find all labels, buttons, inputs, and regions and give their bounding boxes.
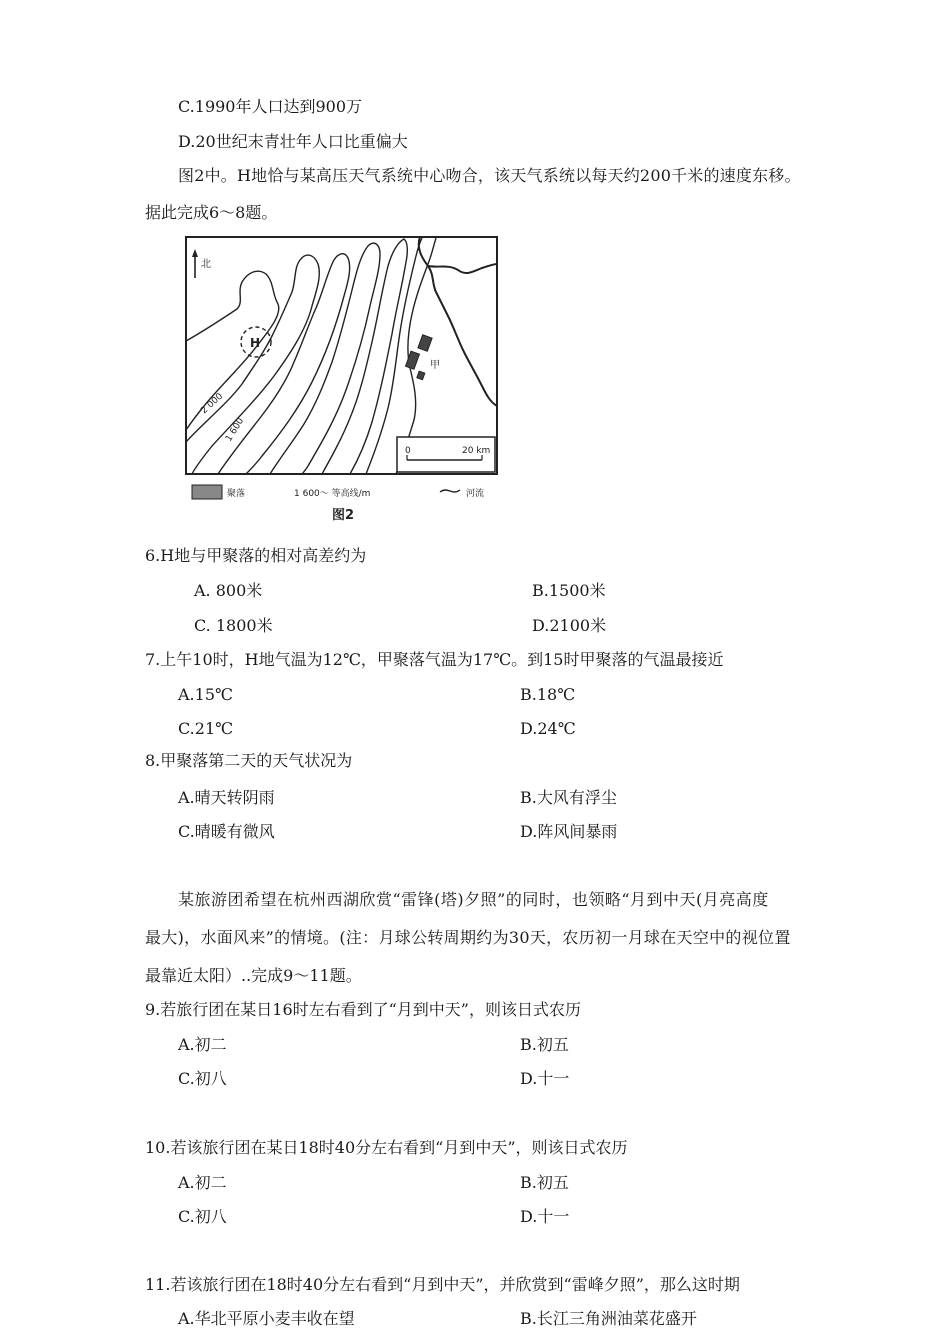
question-10-option-a[interactable]: A.初二 [178, 1173, 227, 1192]
question-7-option-c[interactable]: C.21℃ [178, 719, 234, 738]
intro-6-8-line2: 据此完成6～8题。 [145, 203, 278, 222]
question-6-option-b[interactable]: B.1500米 [532, 581, 606, 600]
question-11-option-b[interactable]: B.长江三角洲油菜花盛开 [520, 1309, 697, 1328]
intro-9-11-line1: 某旅游团希望在杭州西湖欣赏“雷锋(塔)夕照”的同时，也领略“月到中天(月亮高度 [178, 890, 769, 909]
option-prev-d: D.20世纪末青壮年人口比重偏大 [178, 132, 408, 151]
option-prev-c: C.1990年人口达到900万 [178, 97, 363, 116]
contour-map-figure [182, 234, 502, 529]
question-6-stem: 6.H地与甲聚落的相对高差约为 [145, 546, 367, 565]
contour-label-2000: 2 000 [199, 391, 226, 417]
question-7-option-b[interactable]: B.18℃ [520, 685, 576, 704]
legend-contour-label: 1 600～ 等高线/m [294, 489, 371, 499]
question-10-option-b[interactable]: B.初五 [520, 1173, 569, 1192]
question-11-stem: 11.若该旅行团在18时40分左右看到“月到中天”，并欣赏到“雷峰夕照”，那么这时期 [145, 1275, 740, 1294]
question-6-option-c[interactable]: C. 1800米 [194, 616, 273, 635]
question-8-option-d[interactable]: D.阵风间暴雨 [520, 822, 618, 841]
question-7-stem: 7.上午10时，H地气温为12℃，甲聚落气温为17℃。到15时甲聚落的气温最接近 [145, 650, 724, 669]
contour-label-1600: 1 600 [224, 416, 247, 444]
question-9-option-c[interactable]: C.初八 [178, 1069, 227, 1088]
river-line [419, 237, 497, 406]
legend-river-icon [440, 490, 460, 492]
scale-zero: 0 [405, 446, 411, 456]
intro-9-11-line3: 最靠近太阳）..完成9～11题。 [145, 966, 362, 985]
question-8-option-a[interactable]: A.晴天转阴雨 [178, 788, 275, 807]
legend-settlement-icon [192, 485, 222, 499]
contour-line [322, 239, 407, 474]
contour-line [218, 254, 350, 474]
question-8-option-c[interactable]: C.晴暖有微风 [178, 822, 275, 841]
contour-line [186, 255, 319, 474]
question-9-option-b[interactable]: B.初五 [520, 1035, 569, 1054]
intro-6-8-line1: 图2中。H地恰与某高压天气系统中心吻合，该天气系统以每天约200千米的速度东移。 [178, 166, 801, 185]
question-9-stem: 9.若旅行团在某日16时左右看到了“月到中天”，则该日式农历 [145, 1000, 581, 1019]
figure-caption: 图2 [332, 508, 355, 523]
river-line [428, 264, 497, 273]
question-7-option-d[interactable]: D.24℃ [520, 719, 576, 738]
settlement-jia-icon [406, 335, 433, 380]
question-10-option-d[interactable]: D.十一 [520, 1207, 570, 1226]
question-10-option-c[interactable]: C.初八 [178, 1207, 227, 1226]
question-6-option-a[interactable]: A. 800米 [194, 581, 263, 600]
intro-9-11-line2: 最大)，水面风来”的情境。(注：月球公转周期约为30天，农历初一月球在天空中的视位置 [145, 928, 791, 947]
legend [192, 485, 484, 499]
question-6-option-d[interactable]: D.2100米 [532, 616, 607, 635]
question-7-option-a[interactable]: A.15℃ [178, 685, 233, 704]
north-arrow-icon [192, 249, 198, 278]
north-label: 北 [201, 259, 211, 270]
question-11-option-a[interactable]: A.华北平原小麦丰收在望 [178, 1309, 355, 1328]
question-8-stem: 8.甲聚落第二天的天气状况为 [145, 751, 353, 770]
legend-settlement-label: 聚落 [227, 489, 246, 499]
question-10-stem: 10.若该旅行团在某日18时40分左右看到“月到中天”，则该日式农历 [145, 1138, 628, 1157]
contour-map-svg [182, 234, 502, 529]
question-9-option-a[interactable]: A.初二 [178, 1035, 227, 1054]
question-9-option-d[interactable]: D.十一 [520, 1069, 570, 1088]
h-label: H [250, 336, 261, 350]
legend-river-label: 河流 [466, 489, 485, 499]
contour-line [186, 271, 279, 430]
river-lines [419, 237, 497, 406]
scale-max: 20 km [462, 446, 491, 456]
question-8-option-b[interactable]: B.大风有浮尘 [520, 788, 617, 807]
village-label: 甲 [430, 360, 440, 371]
